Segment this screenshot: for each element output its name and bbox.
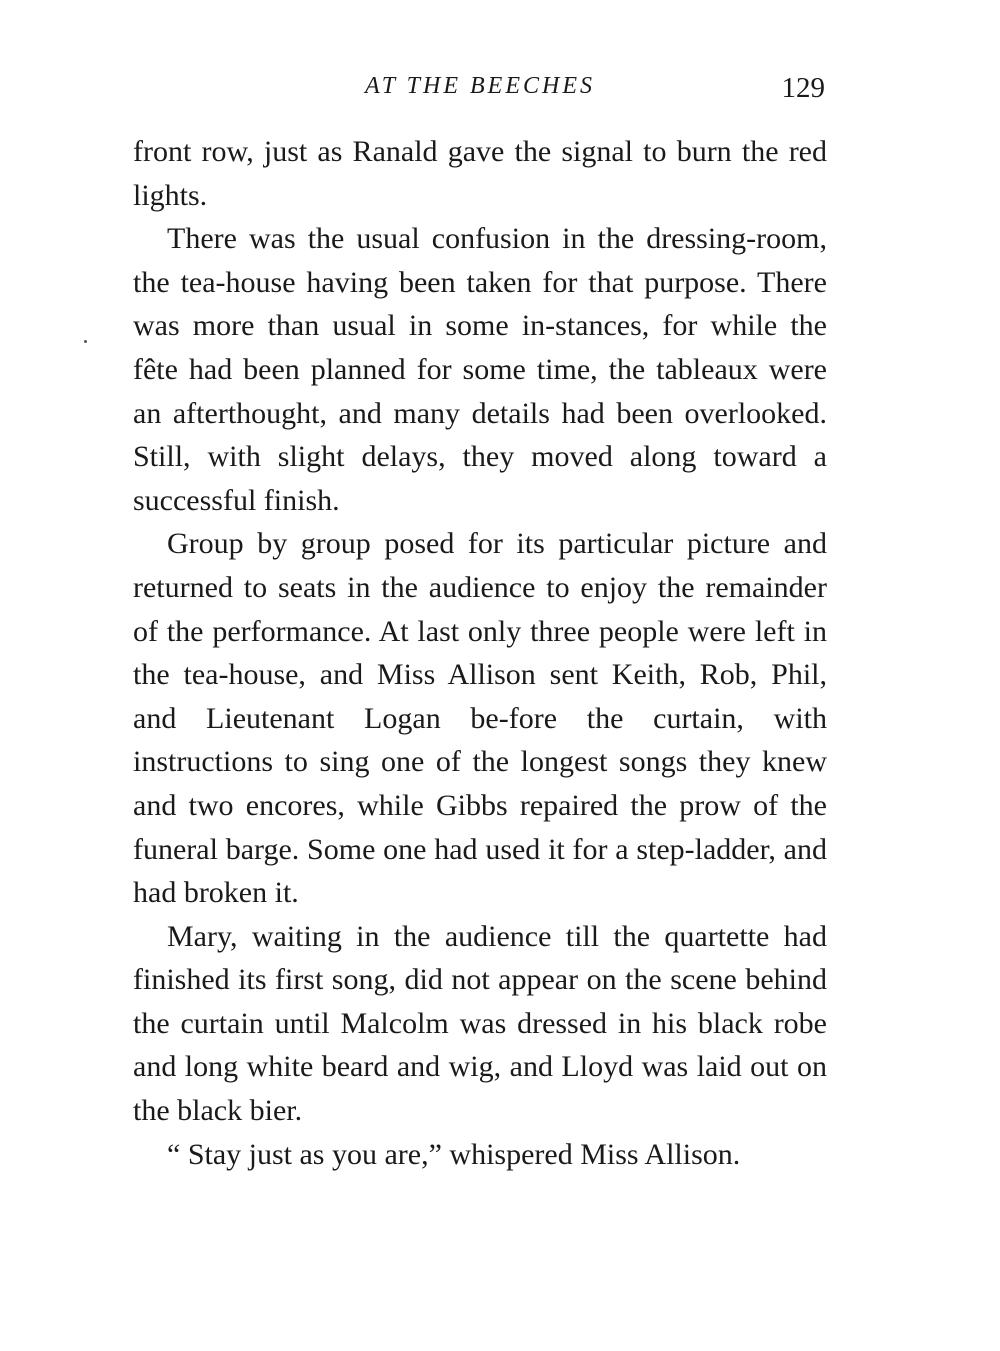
paragraph-4: Mary, waiting in the audience till the quartette had finished its first song, did not appear on the scene behind the curtain until Malcolm was dressed in his black robe and long white beard and wig, and Lloyd was laid out on the black bier.: [133, 919, 827, 1128]
paragraph-2: There was the usual confusion in the dressing-room, the tea-house having been taken for that purpose. There was more than usual in some in-stances, for while the fête had been planned for some time, the tableaux were an afterthought, and many details had been overlooked. Still, with slight delays, they moved along toward a successful finish.: [133, 222, 827, 517]
stray-ink-mark: [84, 340, 87, 343]
running-head: [133, 68, 827, 108]
paragraph-3: Group by group posed for its particular picture and returned to seats in the audience to enjoy the remainder of the performance. At last only three people were left in the tea-house, and Miss Allison sent Keith, Rob, Phil, and Lieutenant Logan be-fore the curtain, with instructions to sing one of the longest songs they knew and two encores, while Gibbs repaired the prow of the funeral barge. Some one had used it for a step-ladder, and had broken it.: [133, 527, 827, 910]
paragraph-5: “ Stay just as you are,” whispered Miss Allison.: [167, 1137, 741, 1171]
page-number: 129: [781, 72, 825, 104]
body-text: [133, 130, 827, 1176]
paragraph-1: front row, just as Ranald gave the signal to burn the red lights.: [133, 135, 827, 212]
running-title: AT THE BEECHES: [364, 73, 595, 99]
